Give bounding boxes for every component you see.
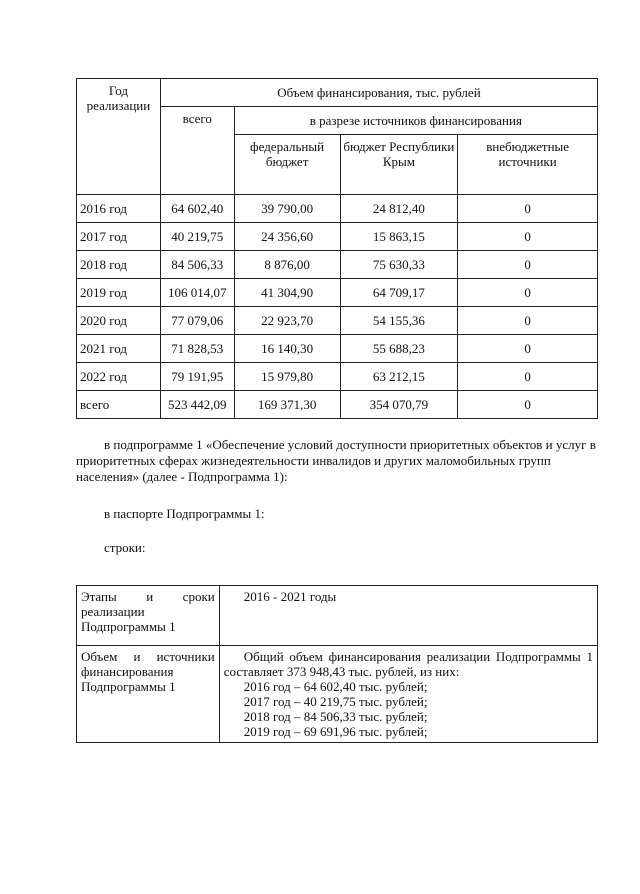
regional-cell: 55 688,23 [340, 335, 458, 363]
federal-column-header: федеральный бюджет [234, 135, 340, 195]
funding-label [77, 646, 220, 743]
table-row [77, 586, 598, 646]
regional-cell: 54 155,36 [340, 307, 458, 335]
regional-column-header: бюджет Республики Крым [340, 135, 458, 195]
passport-table [76, 585, 598, 743]
regional-cell: 24 812,40 [340, 195, 458, 223]
extra-cell: 0 [458, 391, 598, 419]
total-cell: 523 442,09 [160, 391, 234, 419]
extra-cell: 0 [458, 335, 598, 363]
extra-cell: 0 [458, 223, 598, 251]
federal-cell: 24 356,60 [234, 223, 340, 251]
funding-line: 2018 год – 84 506,33 тыс. рублей; [243, 709, 428, 724]
year-cell: 2018 год [77, 251, 161, 279]
regional-cell: 15 863,15 [340, 223, 458, 251]
extra-cell: 0 [458, 307, 598, 335]
financing-table [76, 78, 598, 419]
regional-cell: 75 630,33 [340, 251, 458, 279]
year-cell: всего [77, 391, 161, 419]
table-row [77, 335, 598, 363]
year-cell: 2021 год [77, 335, 161, 363]
federal-cell: 22 923,70 [234, 307, 340, 335]
year-cell: 2020 год [77, 307, 161, 335]
subprogram-paragraph: в подпрограмме 1 «Обеспечение условий доступности приоритетных объектов и услуг в приоритетных сферах жизнедеятельности инвалидов и других маломобильных групп населения» (далее - Подпрограмма 1): [76, 437, 596, 484]
table-row [77, 307, 598, 335]
regional-cell: 354 070,79 [340, 391, 458, 419]
total-cell: 77 079,06 [160, 307, 234, 335]
year-cell: 2022 год [77, 363, 161, 391]
total-cell: 71 828,53 [160, 335, 234, 363]
stages-label [77, 586, 220, 646]
total-cell: 84 506,33 [160, 251, 234, 279]
funding-line: 2017 год – 40 219,75 тыс. рублей; [243, 694, 428, 709]
funding-value-cell [219, 646, 597, 743]
total-cell: 40 219,75 [160, 223, 234, 251]
federal-cell: 8 876,00 [234, 251, 340, 279]
regional-cell: 63 212,15 [340, 363, 458, 391]
funding-line: 2016 год – 64 602,40 тыс. рублей; [243, 679, 428, 694]
total-cell: 106 014,07 [160, 279, 234, 307]
year-column-header: Год реализации [77, 79, 161, 195]
volume-header: Объем финансирования, тыс. рублей [160, 79, 597, 107]
table-row [77, 195, 598, 223]
federal-cell: 15 979,80 [234, 363, 340, 391]
sources-header: в разрезе источников финансирования [234, 107, 597, 135]
year-cell: 2016 год [77, 195, 161, 223]
lines-paragraph: строки: [104, 540, 146, 555]
total-cell: 64 602,40 [160, 195, 234, 223]
federal-cell: 41 304,90 [234, 279, 340, 307]
year-cell: 2019 год [77, 279, 161, 307]
extra-cell: 0 [458, 251, 598, 279]
federal-cell: 39 790,00 [234, 195, 340, 223]
stages-label-part: Этапы и сроки реализации [81, 589, 215, 619]
extra-cell: 0 [458, 279, 598, 307]
table-row [77, 251, 598, 279]
funding-intro: Общий объем финансирования реализации Подпрограммы 1 составляет 373 948,43 тыс. рублей, из них: [223, 649, 593, 679]
header-row [77, 79, 598, 107]
year-cell: 2017 год [77, 223, 161, 251]
stages-label-part: Подпрограммы 1 [81, 619, 176, 634]
federal-cell: 169 371,30 [234, 391, 340, 419]
table-row [77, 223, 598, 251]
regional-cell: 64 709,17 [340, 279, 458, 307]
table-row [77, 363, 598, 391]
federal-cell: 16 140,30 [234, 335, 340, 363]
funding-line: 2019 год – 69 691,96 тыс. рублей; [243, 724, 428, 739]
extra-cell: 0 [458, 195, 598, 223]
stages-value: 2016 - 2021 годы [243, 589, 337, 604]
table-row [77, 391, 598, 419]
extra-column-header: внебюджетные источники [458, 135, 598, 195]
total-column-header: всего [160, 107, 234, 195]
stages-value-cell [219, 586, 597, 646]
passport-paragraph: в паспорте Подпрограммы 1: [104, 506, 265, 521]
funding-label-part: Объем и источники финансирования [81, 649, 215, 679]
extra-cell: 0 [458, 363, 598, 391]
funding-label-part: Подпрограммы 1 [81, 679, 176, 694]
total-cell: 79 191,95 [160, 363, 234, 391]
table-row [77, 279, 598, 307]
table-row [77, 646, 598, 743]
